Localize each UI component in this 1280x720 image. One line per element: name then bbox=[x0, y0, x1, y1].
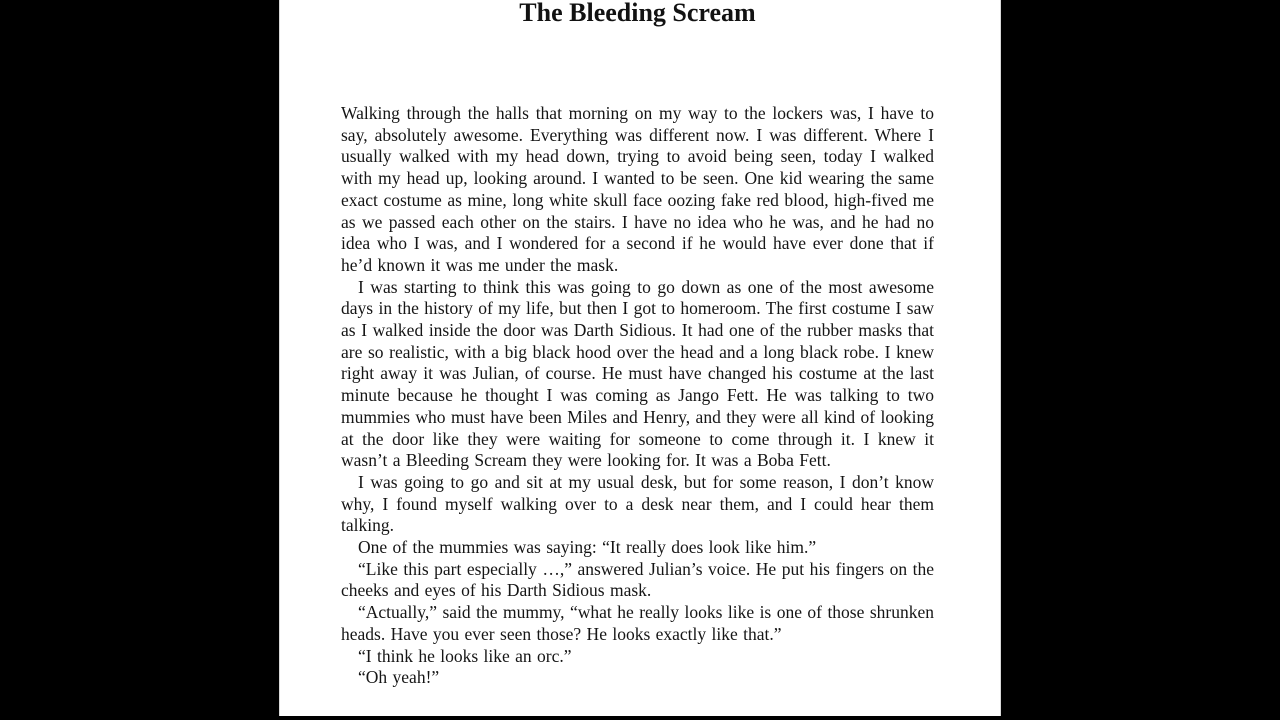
paragraph-2: I was starting to think this was going to go down as one of the most awesome days in the history of my life, but then I got to homeroom. The first costume I saw as I walked inside the door was Darth Sidious. It had one of the rubber masks that are so realistic, with a big black hood over the head and a long black robe. I knew right away it was Julian, of course. He must have changed his costume at the last minute because he thought I was coming as Jango Fett. He was talking to two mummies who must have been Miles and Henry, and they were all kind of looking at the door like they were waiting for someone to come through it. I knew it wasn’t a Bleeding Scream they were looking for. It was a Boba Fett. bbox=[341, 276, 934, 471]
book-page bbox=[280, 0, 1000, 716]
paragraph-8: “Oh yeah!” bbox=[358, 667, 440, 688]
paragraph-1: Walking through the halls that morning on my way to the lockers was, I have to say, absolutely awesome. Everything was different now. I was different. Where I usually walked with my head down, trying to avoid being seen, today I walked with my head up, looking around. I wanted to be seen. One kid wearing the same exact costume as mine, long white skull face oozing fake red blood, high-fived me as we passed each other on the stairs. I have no idea who he was, and he had no idea who I was, and I wondered for a second if he would have ever done that if he’d known it was me under the mask. bbox=[341, 103, 934, 275]
paragraph-4: One of the mummies was saying: “It really does look like him.” bbox=[358, 537, 817, 558]
paragraph-7: “I think he looks like an orc.” bbox=[358, 645, 572, 666]
story-body bbox=[280, 103, 1000, 689]
paragraph-5: “Like this part especially …,” answered Julian’s voice. He put his fingers on the cheeks and eyes of his Darth Sidious mask. bbox=[341, 558, 934, 601]
bottom-crop-strip bbox=[0, 716, 1280, 720]
paragraph-6: “Actually,” said the mummy, “what he really looks like is one of those shrunken heads. Have you ever seen those? He looks exactly like that.” bbox=[341, 602, 934, 644]
chapter-title: The Bleeding Scream bbox=[519, 0, 756, 27]
paragraph-3: I was going to go and sit at my usual desk, but for some reason, I don’t know why, I found myself walking over to a desk near them, and I could hear them talking. bbox=[341, 471, 934, 536]
